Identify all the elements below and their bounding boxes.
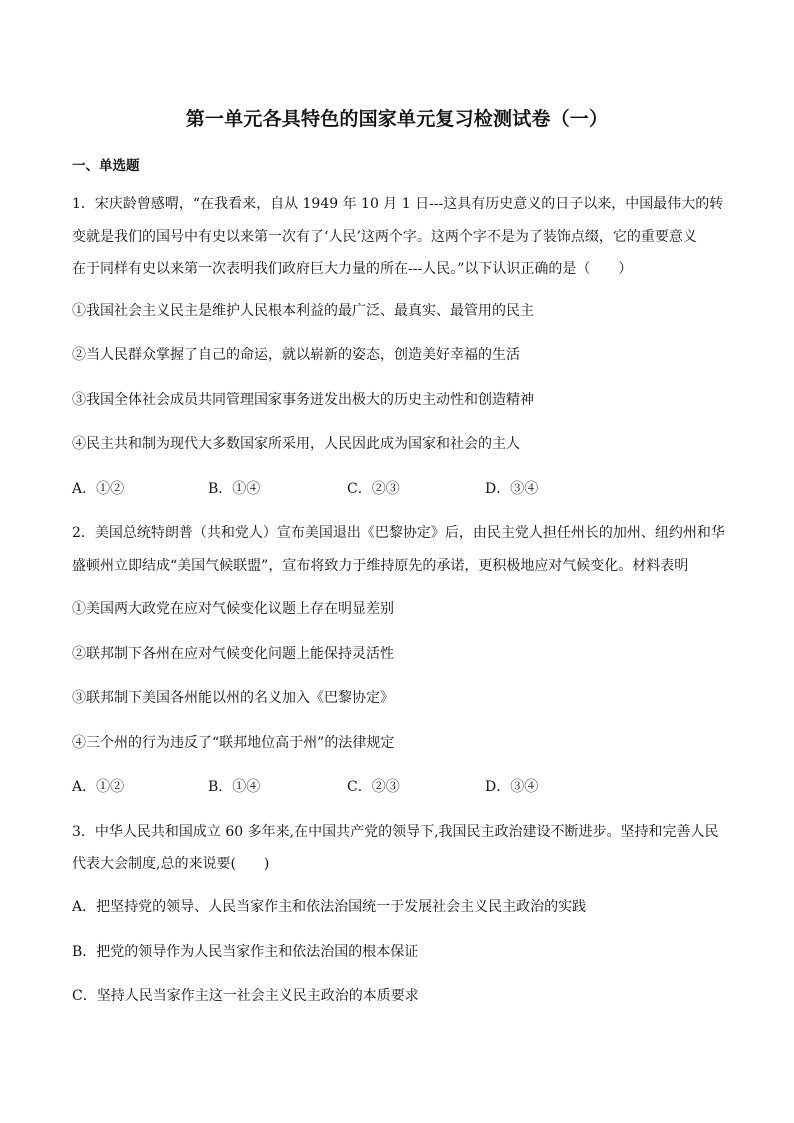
question-2-option-d[interactable]: D．③④: [485, 779, 539, 795]
question-2-statement: ①美国两大政党在应对气候变化议题上存在明显差别: [72, 601, 394, 617]
question-2-option-a[interactable]: A．①②: [72, 779, 125, 795]
question-3-stem-line: 代表大会制度,总的来说要( ): [72, 856, 270, 872]
question-3-stem-line: 3．中华人民共和国成立 60 多年来,在中国共产党的领导下,我国民主政治建设不断进步。坚持和完善人民: [72, 824, 719, 840]
question-1-option-d[interactable]: D．③④: [485, 481, 539, 497]
question-1-stem-line: 变就是我们的国号中有史以来第一次有了‘人民’这两个字。这两个字不是为了装饰点缀，它的重要意义: [72, 229, 697, 245]
question-2-statement: ②联邦制下各州在应对气候变化问题上能保持灵活性: [72, 646, 394, 662]
question-1-option-b[interactable]: B．①④: [208, 481, 261, 497]
question-1-statement: ①我国社会主义民主是维护人民根本利益的最广泛、最真实、最管用的民主: [72, 303, 534, 319]
question-1-option-c[interactable]: C．②③: [347, 481, 400, 497]
question-2-option-c[interactable]: C．②③: [347, 779, 400, 795]
question-2-stem-line: 盛顿州立即结成“美国气候联盟”，宣布将致力于维持原先的承诺，更积极地应对气候变化。材料表明: [72, 558, 689, 574]
question-2-statement: ③联邦制下美国各州能以州的名义加入《巴黎协定》: [72, 690, 394, 706]
question-1-option-a[interactable]: A．①②: [72, 481, 125, 497]
question-2-option-b[interactable]: B．①④: [208, 779, 261, 795]
page-title: 第一单元各具特色的国家单元复习检测试卷（一）: [185, 108, 609, 130]
question-2-statement: ④三个州的行为违反了“联邦地位高于州”的法律规定: [72, 735, 395, 751]
question-3-option-a[interactable]: A．把坚持党的领导、人民当家作主和依法治国统一于发展社会主义民主政治的实践: [72, 899, 587, 915]
question-1-statement: ②当人民群众掌握了自己的命运，就以崭新的姿态，创造美好幸福的生活: [72, 347, 520, 363]
question-1-stem-line: 1．宋庆龄曾感喟，“在我看来，自从 1949 年 10 月 1 日---这具有历史意义的日子以来，中国最伟大的转: [72, 196, 724, 212]
question-2-stem-line: 2．美国总统特朗普（共和党人）宣布美国退出《巴黎协定》后，由民主党人担任州长的加州、纽约州和华: [72, 525, 725, 541]
question-1-statement: ④民主共和制为现代大多数国家所采用，人民因此成为国家和社会的主人: [72, 436, 520, 452]
section-heading: 一、单选题: [72, 158, 140, 174]
question-1-statement: ③我国全体社会成员共同管理国家事务迸发出极大的历史主动性和创造精神: [72, 392, 534, 408]
question-3-option-c[interactable]: C．坚持人民当家作主这一社会主义民主政治的本质要求: [72, 988, 419, 1004]
question-3-option-b[interactable]: B．把党的领导作为人民当家作主和依法治国的根本保证: [72, 944, 419, 960]
question-1-stem-line: 在于同样有史以来第一次表明我们政府巨大力量的所在---人民。”以下认识正确的是（ ）: [72, 261, 633, 277]
